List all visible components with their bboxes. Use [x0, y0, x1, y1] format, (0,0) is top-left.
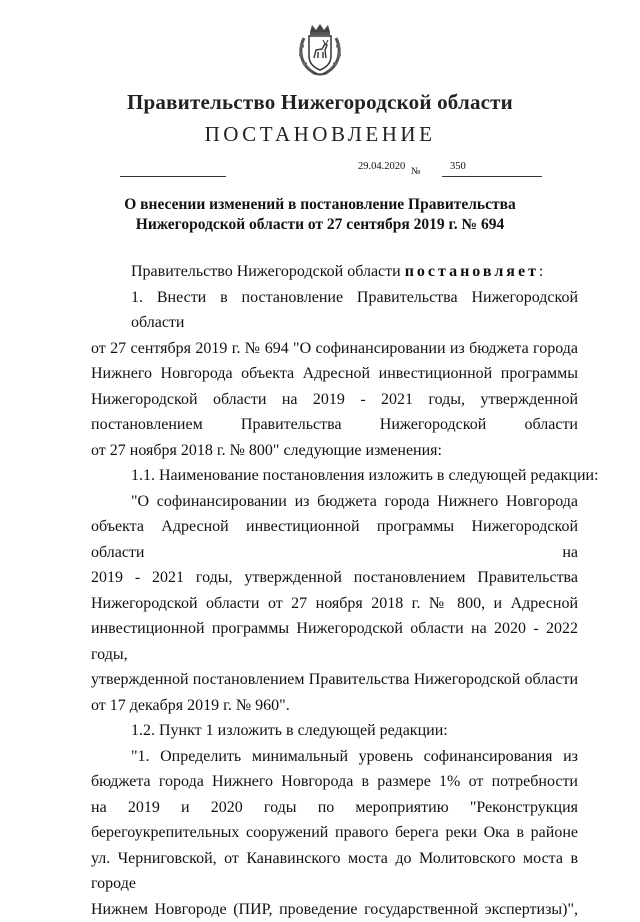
body-line: постановлением Правительства Нижегородской области: [91, 412, 578, 438]
body-line: объекта Адресной инвестиционной программы Нижегородской области на: [91, 514, 578, 565]
body-line: Нижегородской области от 27 ноября 2018 г. № 800, и Адресной: [91, 591, 578, 617]
body-line: утвержденной постановлением Правительства Нижегородской области: [91, 667, 578, 693]
body-line: ул. Черниговской, от Канавинского моста до Молитовского моста в городе: [91, 846, 578, 897]
body-line: Нижнего Новгорода объекта Адресной инвестиционной программы: [91, 361, 578, 387]
body-line: 1.1. Наименование постановления изложить в следующей редакции:: [91, 463, 578, 489]
document-date: 29.04.2020: [358, 161, 405, 172]
body-line: Нижнем Новгороде (ПИР, проведение государственной экспертизы)",: [91, 897, 578, 922]
body-line: 2019 - 2021 годы, утвержденной постановлением Правительства: [91, 565, 578, 591]
body-line: "1. Определить минимальный уровень софинансирования из: [91, 744, 578, 770]
body-line: инвестиционной программы Нижегородской области на 2020 - 2022 годы,: [91, 616, 578, 667]
body-line: берегоукрепительных сооружений правого берега реки Ока в районе: [91, 820, 578, 846]
number-sign: №: [411, 166, 421, 177]
heading-line: Нижегородской области от 27 сентября 2019 г. № 694: [0, 215, 640, 235]
number-underline: [442, 176, 542, 177]
body-line: 1. Внести в постановление Правительства Нижегородской области: [91, 285, 578, 336]
coat-of-arms-emblem: [296, 22, 344, 78]
date-underline: [120, 176, 226, 177]
body-line: от 27 ноября 2018 г. № 800" следующие изменения:: [91, 438, 578, 464]
body-line: Нижегородской области на 2019 - 2021 годы, утвержденной: [91, 387, 578, 413]
body-line: бюджета города Нижнего Новгорода в размере 1% от потребности: [91, 769, 578, 795]
intro-prefix: Правительство Нижегородской области: [131, 263, 405, 280]
organization-title: Правительство Нижегородской области: [0, 90, 640, 115]
document-type: ПОСТАНОВЛЕНИЕ: [0, 122, 640, 147]
document-body: [91, 259, 578, 922]
body-line: от 27 сентября 2019 г. № 694 "О софинансировании из бюджета города: [91, 336, 578, 362]
intro-verb: постановляет: [405, 263, 539, 280]
document-number: 350: [450, 161, 466, 172]
intro-suffix: :: [539, 263, 543, 280]
document-heading: [0, 195, 640, 235]
body-line: 1.2. Пункт 1 изложить в следующей редакции:: [91, 718, 578, 744]
intro-paragraph: [91, 259, 578, 285]
heading-line: О внесении изменений в постановление Правительства: [0, 195, 640, 215]
body-line: на 2019 и 2020 годы по мероприятию "Реконструкция: [91, 795, 578, 821]
body-line: от 17 декабря 2019 г. № 960".: [91, 693, 578, 719]
body-line: "О софинансировании из бюджета города Нижнего Новгорода: [91, 489, 578, 515]
